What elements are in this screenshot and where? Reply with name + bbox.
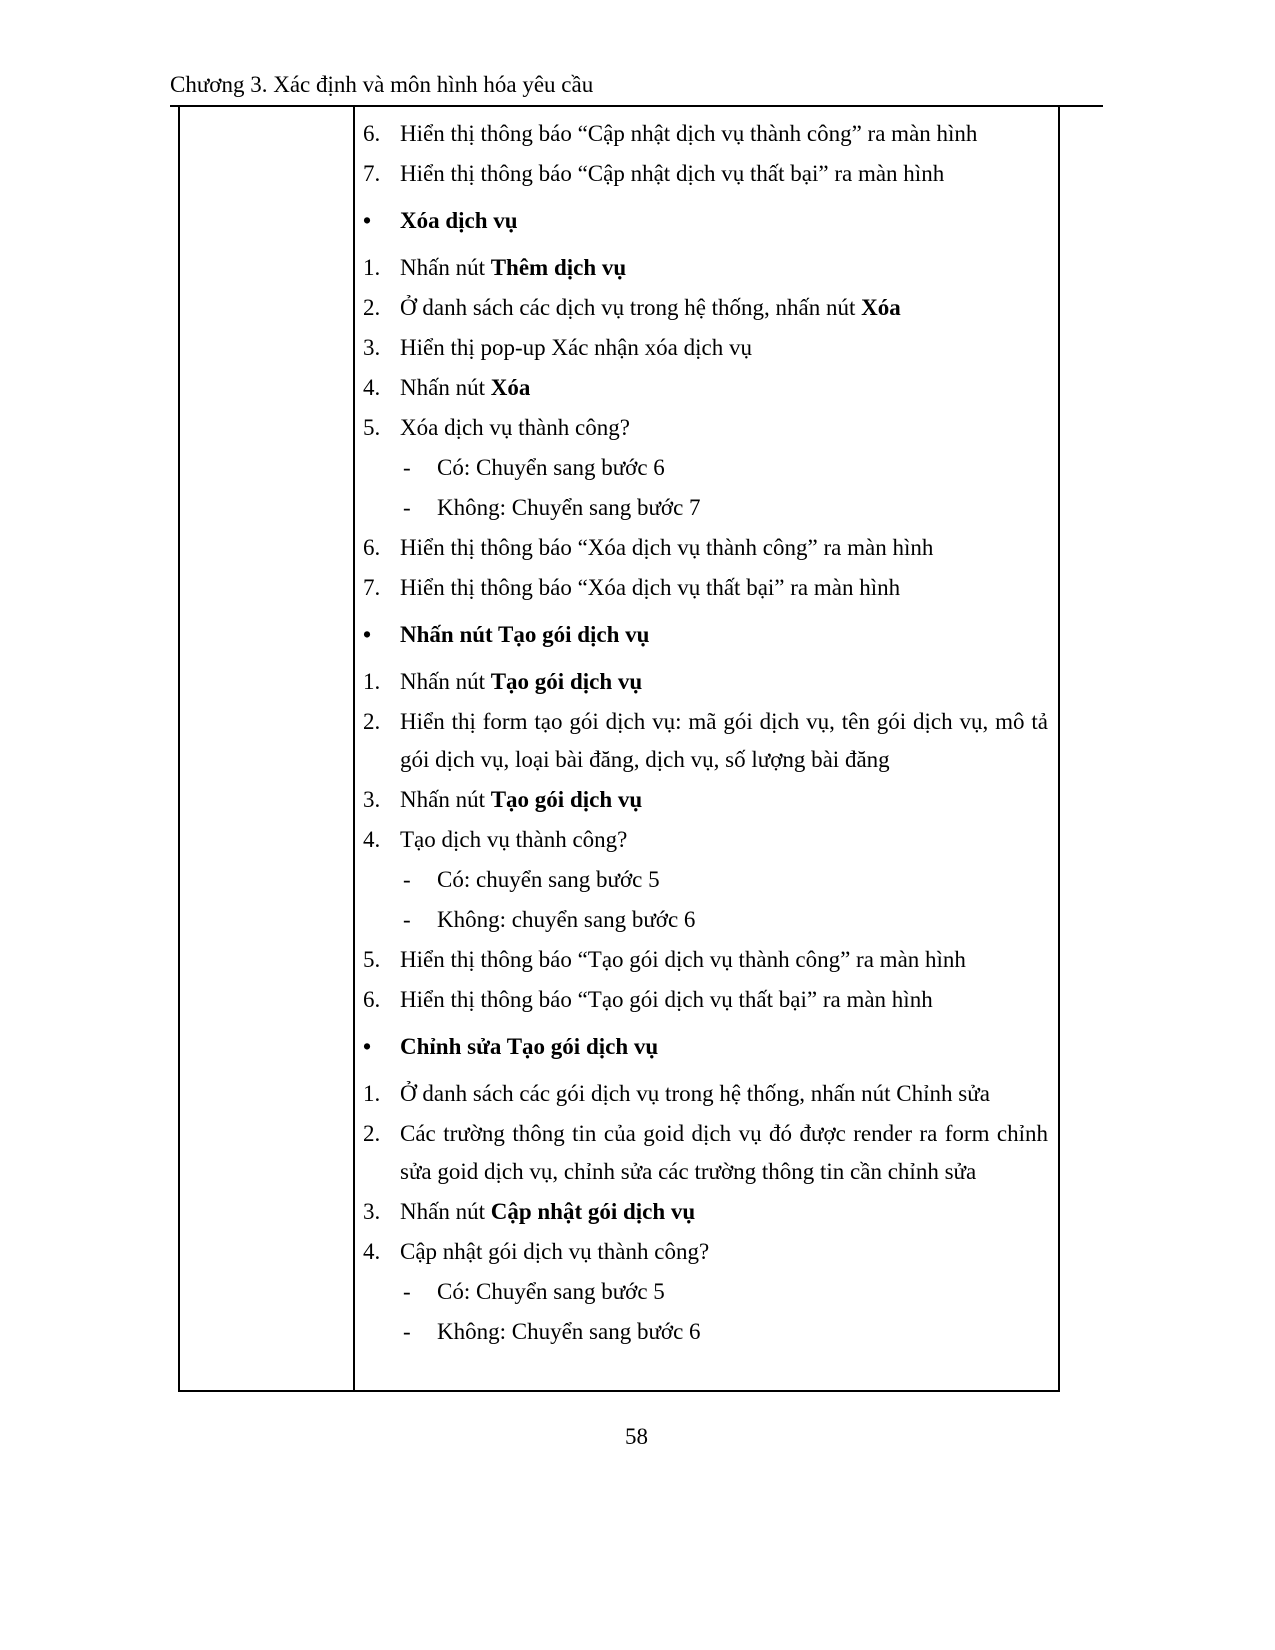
numbered-list-item — [363, 569, 1048, 607]
list-marker: 2. — [363, 295, 381, 320]
use-case-table — [178, 107, 1060, 1392]
numbered-list-item — [363, 409, 1048, 447]
list-item-text: Hiển thị thông báo “Xóa dịch vụ thành công” ra màn hình — [400, 535, 934, 560]
list-marker: 5. — [363, 415, 381, 440]
list-marker: 7. — [363, 161, 381, 186]
list-marker: 2. — [363, 1121, 381, 1146]
list-item-text: Nhấn nút Xóa — [400, 375, 531, 400]
bullet-list-item — [363, 1028, 1048, 1066]
numbered-list-item — [363, 1193, 1048, 1231]
list-item-text: Hiển thị thông báo “Xóa dịch vụ thất bại” ra màn hình — [400, 575, 901, 600]
list-marker: • — [363, 1034, 372, 1059]
list-item-text: Có: chuyển sang bước 5 — [437, 867, 660, 892]
numbered-list-item — [363, 821, 1048, 859]
list-item-text: Ở danh sách các dịch vụ trong hệ thống, nhấn nút Xóa — [400, 295, 901, 320]
numbered-list-item — [363, 781, 1048, 819]
list-marker: 6. — [363, 121, 381, 146]
list-item-text: Chỉnh sửa Tạo gói dịch vụ — [400, 1034, 659, 1059]
numbered-list-item — [363, 249, 1048, 287]
numbered-list-item — [363, 329, 1048, 367]
list-marker: 4. — [363, 1239, 381, 1264]
sub-list-item — [403, 861, 1048, 899]
chapter-header: Chương 3. Xác định và môn hình hóa yêu cầu — [170, 72, 1103, 107]
bullet-list-item — [363, 202, 1048, 240]
list-item-text: Không: Chuyển sang bước 6 — [437, 1319, 701, 1344]
bullet-list-item — [363, 616, 1048, 654]
numbered-list-item — [363, 289, 1048, 327]
list-item-text: Nhấn nút Tạo gói dịch vụ — [400, 669, 643, 694]
list-item-text: Nhấn nút Tạo gói dịch vụ — [400, 622, 650, 647]
list-marker: 5. — [363, 947, 381, 972]
list-item-text: Tạo dịch vụ thành công? — [400, 827, 628, 852]
list-marker: 4. — [363, 375, 381, 400]
list-marker: • — [363, 622, 372, 647]
list-item-text: Xóa dịch vụ — [400, 208, 518, 233]
numbered-list-item — [363, 155, 1048, 193]
list-marker: 3. — [363, 1199, 381, 1224]
list-marker: - — [403, 1319, 411, 1344]
table-left-column — [180, 107, 355, 1390]
list-item-text: Có: Chuyển sang bước 6 — [437, 455, 665, 480]
table-content-column — [355, 107, 1058, 1390]
list-marker: - — [403, 495, 411, 520]
sub-list-item — [403, 449, 1048, 487]
list-item-text: Nhấn nút Tạo gói dịch vụ — [400, 787, 643, 812]
list-item-text: Hiển thị form tạo gói dịch vụ: mã gói dịch vụ, tên gói dịch vụ, mô tả gói dịch vụ, loại bài đăng, dịch vụ, số lượng bài đăng — [400, 709, 1048, 772]
list-marker: 6. — [363, 535, 381, 560]
list-marker: 6. — [363, 987, 381, 1012]
sub-list-item — [403, 489, 1048, 527]
numbered-list-item — [363, 369, 1048, 407]
list-item-text: Hiển thị thông báo “Cập nhật dịch vụ thất bại” ra màn hình — [400, 161, 945, 186]
list-item-text: Cập nhật gói dịch vụ thành công? — [400, 1239, 710, 1264]
list-item-text: Hiển thị pop-up Xác nhận xóa dịch vụ — [400, 335, 752, 360]
list-marker: 2. — [363, 709, 381, 734]
numbered-list-item — [363, 981, 1048, 1019]
list-marker: - — [403, 867, 411, 892]
numbered-list-item — [363, 529, 1048, 567]
list-item-text: Hiển thị thông báo “Tạo gói dịch vụ thành công” ra màn hình — [400, 947, 966, 972]
list-item-text: Xóa dịch vụ thành công? — [400, 415, 630, 440]
list-marker: - — [403, 907, 411, 932]
list-item-text: Nhấn nút Thêm dịch vụ — [400, 255, 627, 280]
list-marker: 3. — [363, 787, 381, 812]
list-item-text: Có: Chuyển sang bước 5 — [437, 1279, 665, 1304]
page-number: 58 — [625, 1424, 648, 1449]
numbered-list-item — [363, 941, 1048, 979]
list-item-text: Không: Chuyển sang bước 7 — [437, 495, 701, 520]
list-item-text: Nhấn nút Cập nhật gói dịch vụ — [400, 1199, 696, 1224]
sub-list-item — [403, 1313, 1048, 1351]
sub-list-item — [403, 901, 1048, 939]
numbered-list-item — [363, 1115, 1048, 1191]
list-marker: • — [363, 208, 372, 233]
list-item-text: Ở danh sách các gói dịch vụ trong hệ thống, nhấn nút Chỉnh sửa — [400, 1081, 990, 1106]
numbered-list-item — [363, 115, 1048, 153]
list-marker: 1. — [363, 669, 381, 694]
sub-list-item — [403, 1273, 1048, 1311]
numbered-list-item — [363, 1075, 1048, 1113]
list-item-text: Hiển thị thông báo “Tạo gói dịch vụ thất bại” ra màn hình — [400, 987, 933, 1012]
list-marker: 7. — [363, 575, 381, 600]
content-list — [363, 115, 1048, 1351]
list-marker: - — [403, 455, 411, 480]
list-marker: 1. — [363, 1081, 381, 1106]
list-item-text: Không: chuyển sang bước 6 — [437, 907, 696, 932]
numbered-list-item — [363, 663, 1048, 701]
list-marker: 1. — [363, 255, 381, 280]
numbered-list-item — [363, 1233, 1048, 1271]
numbered-list-item — [363, 703, 1048, 779]
list-item-text: Hiển thị thông báo “Cập nhật dịch vụ thành công” ra màn hình — [400, 121, 978, 146]
list-item-text: Các trường thông tin của goid dịch vụ đó được render ra form chỉnh sửa goid dịch vụ, chỉnh sửa các trường thông tin cần chỉnh sửa — [400, 1121, 1048, 1184]
list-marker: 3. — [363, 335, 381, 360]
list-marker: - — [403, 1279, 411, 1304]
list-marker: 4. — [363, 827, 381, 852]
